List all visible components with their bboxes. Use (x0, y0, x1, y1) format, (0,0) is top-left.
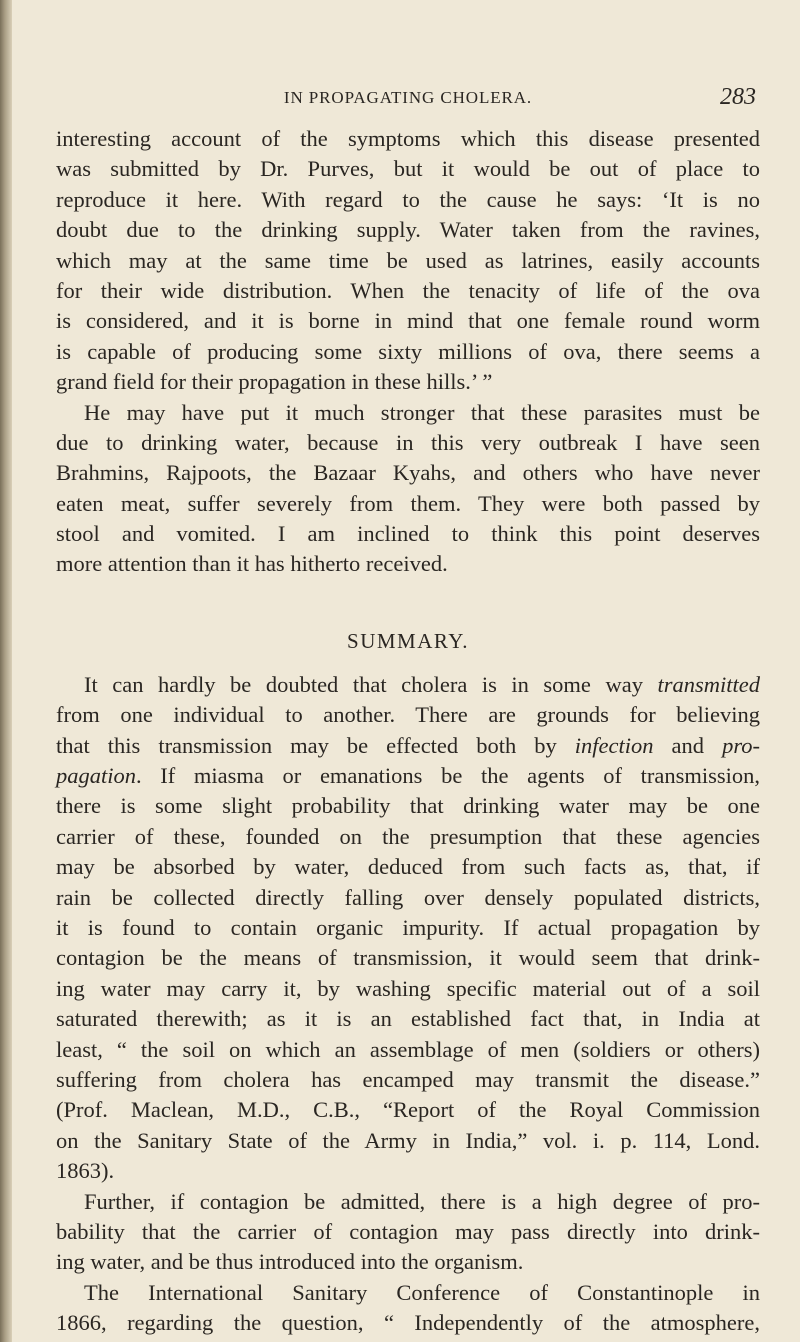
paragraph-parasites (56, 398, 760, 580)
text-line: more attention than it has hitherto received. (56, 551, 448, 577)
text-line (56, 670, 760, 700)
running-title: IN PROPAGATING CHOLERA. (283, 88, 533, 107)
text-line: which may at the same time be used as latrines, easily accounts (56, 247, 760, 273)
text-line: reproduce it here. With regard to the cause he says: ‘It is no (56, 186, 760, 212)
text-line: (Prof. Maclean, M.D., C.B., “Report of the Royal Commission (56, 1097, 760, 1123)
text-line: contagion be the means of transmission, it would seem that drink- (56, 945, 760, 971)
section-heading: SUMMARY. (347, 628, 469, 653)
emphasis-text: transmitted (657, 671, 760, 697)
page-body (56, 124, 760, 1338)
page-header (56, 84, 760, 114)
text-line: from one individual to another. There are grounds for believing (56, 702, 760, 728)
text-line (56, 761, 760, 791)
text-line: is capable of producing some sixty millions of ova, there seems a (56, 338, 760, 364)
text-line: was submitted by Dr. Purves, but it would be out of place to (56, 156, 760, 182)
text-line: doubt due to the drinking supply. Water taken from the ravines, (56, 217, 760, 243)
text-line: 1863). (56, 1158, 115, 1184)
text-line: bability that the carrier of contagion may pass directly into drink- (56, 1218, 760, 1244)
text-line (56, 731, 760, 761)
text-line: rain be collected directly falling over densely populated districts, (56, 884, 760, 910)
text-line: ing water may carry it, by washing specific material out of a soil (56, 975, 760, 1001)
text-line: it is found to contain organic impurity. If actual propagation by (56, 914, 760, 940)
text-line: there is some slight probability that drinking water may be one (56, 793, 760, 819)
text-span: It can hardly be doubted that cholera is in some way (84, 671, 658, 697)
text-span: and (653, 732, 723, 758)
text-line: due to drinking water, because in this very outbreak I have seen (56, 429, 760, 455)
text-span: . If miasma or emanations be the agents of transmission, (136, 763, 760, 789)
text-line: The International Sanitary Conference of Constantinople in (84, 1279, 760, 1305)
text-line: Further, if contagion be admitted, there is a high degree of pro- (84, 1188, 760, 1214)
text-line: ing water, and be thus introduced into the organism. (56, 1249, 524, 1275)
paragraph-summary (56, 670, 760, 1187)
paragraph-conference (56, 1278, 760, 1339)
text-line: He may have put it much stronger that these parasites must be (84, 399, 760, 425)
page-number: 283 (720, 84, 756, 110)
text-line: stool and vomited. I am inclined to think this point deserves (56, 521, 760, 547)
text-line: least, “ the soil on which an assemblage of men (soldiers or others) (56, 1036, 760, 1062)
binding-edge (0, 0, 12, 1342)
text-line: carrier of these, founded on the presumption that these agencies (56, 823, 760, 849)
paragraph-quote-continuation (56, 124, 760, 398)
text-line: Brahmins, Rajpoots, the Bazaar Kyahs, and others who have never (56, 460, 760, 486)
emphasis-text: pro- (722, 732, 760, 758)
text-line: interesting account of the symptoms which this disease presented (56, 126, 760, 151)
text-line: may be absorbed by water, deduced from such facts as, that, if (56, 854, 760, 880)
text-span: that this transmission may be effected both by (56, 732, 575, 758)
text-line: suffering from cholera has encamped may transmit the disease.” (56, 1066, 760, 1092)
emphasis-text: infection (574, 732, 654, 758)
text-line: eaten meat, suffer severely from them. They were both passed by (56, 490, 760, 516)
text-line: grand field for their propagation in these hills.’ ” (56, 369, 493, 395)
text-line: 1866, regarding the question, “ Independently of the atmosphere, (56, 1310, 760, 1336)
text-line: on the Sanitary State of the Army in India,” vol. i. p. 114, Lond. (56, 1127, 760, 1153)
text-line: is considered, and it is borne in mind that one female round worm (56, 308, 760, 334)
paragraph-contagion (56, 1187, 760, 1278)
text-line: for their wide distribution. When the tenacity of life of the ova (56, 277, 760, 303)
text-line: saturated therewith; as it is an established fact that, in India at (56, 1006, 760, 1032)
emphasis-text: pagation (56, 763, 137, 789)
